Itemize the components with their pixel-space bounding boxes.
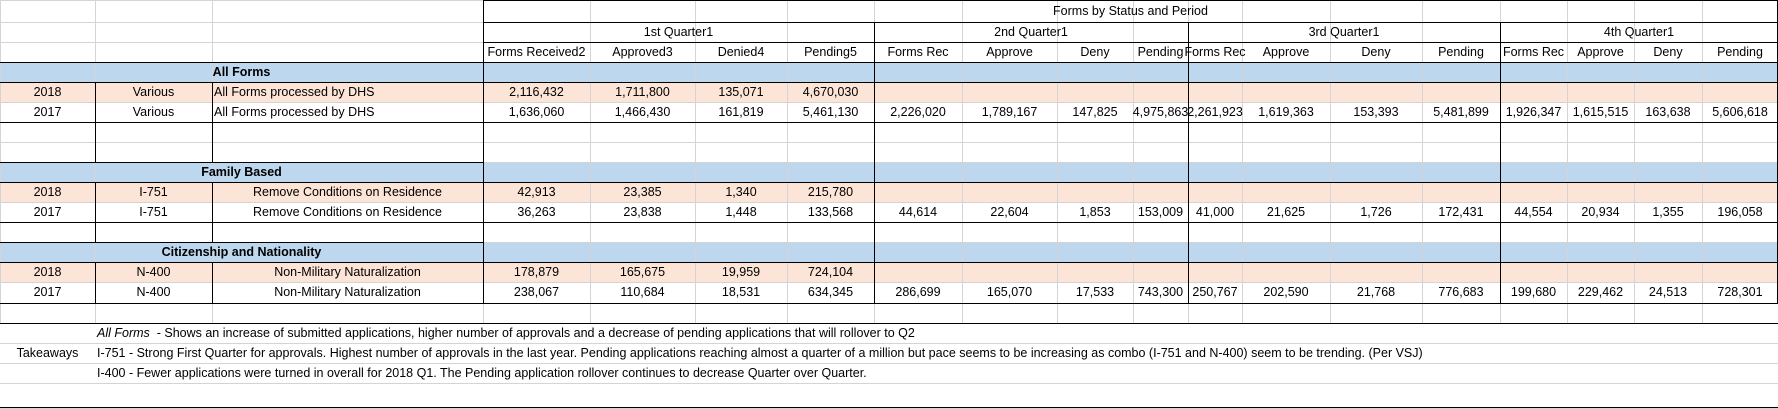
section-title[interactable]: All Forms bbox=[212, 64, 271, 79]
border-line bbox=[212, 222, 213, 242]
gridline bbox=[0, 142, 1778, 143]
value-cell[interactable]: 2,116,432 bbox=[509, 84, 564, 99]
value-cell[interactable]: 199,680 bbox=[1510, 285, 1557, 300]
value-cell[interactable]: 133,568 bbox=[807, 204, 854, 219]
value-cell[interactable]: 17,533 bbox=[1075, 285, 1115, 300]
value-cell[interactable]: 776,683 bbox=[1438, 285, 1484, 300]
value-cell[interactable] bbox=[1057, 82, 1133, 102]
value-cell[interactable] bbox=[1133, 182, 1188, 202]
quarter-header[interactable]: 1st Quarter1 bbox=[643, 24, 714, 39]
value-cell[interactable] bbox=[1567, 182, 1634, 202]
value-cell[interactable]: 153,393 bbox=[1353, 104, 1399, 119]
description-cell[interactable]: All Forms processed by DHS bbox=[214, 84, 375, 99]
column-header[interactable]: Forms Rec bbox=[887, 44, 949, 59]
value-cell[interactable] bbox=[1702, 82, 1778, 102]
form-type-cell[interactable]: I-751 bbox=[139, 184, 168, 199]
year-cell[interactable]: 2018 bbox=[33, 84, 62, 99]
value-cell[interactable]: 1,853 bbox=[1079, 204, 1111, 219]
value-cell[interactable]: 1,789,167 bbox=[981, 104, 1038, 119]
border-line bbox=[95, 222, 96, 242]
value-cell[interactable]: 1,711,800 bbox=[615, 84, 670, 99]
value-cell[interactable]: 202,590 bbox=[1263, 285, 1309, 300]
value-cell[interactable]: 172,431 bbox=[1438, 204, 1484, 219]
value-cell[interactable]: 21,625 bbox=[1266, 204, 1306, 219]
column-header[interactable]: Deny bbox=[1361, 44, 1391, 59]
value-cell[interactable] bbox=[1702, 182, 1778, 202]
description-cell[interactable]: Non-Military Naturalization bbox=[274, 285, 421, 300]
section-title[interactable]: Family Based bbox=[201, 164, 282, 179]
border-line bbox=[0, 303, 1778, 304]
value-cell[interactable]: 153,009 bbox=[1137, 204, 1184, 219]
value-cell[interactable] bbox=[1634, 182, 1702, 202]
value-cell[interactable] bbox=[1330, 182, 1422, 202]
value-cell[interactable] bbox=[874, 182, 962, 202]
value-cell[interactable] bbox=[874, 82, 962, 102]
value-cell[interactable]: 724,104 bbox=[807, 264, 854, 279]
value-cell[interactable]: 4,975,863 bbox=[1132, 104, 1189, 119]
column-header[interactable]: Pending bbox=[1717, 44, 1763, 59]
border-line bbox=[0, 122, 1778, 123]
value-cell[interactable]: 1,466,430 bbox=[614, 104, 671, 119]
column-header[interactable]: Denied4 bbox=[717, 44, 765, 59]
column-header[interactable]: Approved3 bbox=[612, 44, 673, 59]
quarter-header[interactable]: 4th Quarter1 bbox=[1603, 24, 1675, 39]
value-cell[interactable] bbox=[1330, 82, 1422, 102]
value-cell[interactable] bbox=[1500, 82, 1567, 102]
value-cell[interactable] bbox=[1188, 262, 1242, 282]
value-cell[interactable]: 110,684 bbox=[620, 285, 665, 300]
year-cell[interactable]: 2017 bbox=[33, 204, 62, 219]
gridline bbox=[0, 383, 1778, 384]
value-cell[interactable]: 21,768 bbox=[1356, 285, 1396, 300]
border-line bbox=[0, 222, 1778, 223]
border-line bbox=[1188, 22, 1189, 303]
form-type-cell[interactable]: Various bbox=[132, 84, 175, 99]
value-cell[interactable] bbox=[874, 262, 962, 282]
value-cell[interactable]: 42,913 bbox=[517, 184, 556, 199]
value-cell[interactable]: 165,070 bbox=[986, 285, 1033, 300]
value-cell[interactable] bbox=[1330, 262, 1422, 282]
description-cell[interactable]: Non-Military Naturalization bbox=[274, 264, 421, 279]
value-cell[interactable] bbox=[962, 82, 1057, 102]
value-cell[interactable] bbox=[1242, 262, 1330, 282]
quarter-header[interactable]: 2nd Quarter1 bbox=[994, 24, 1068, 39]
value-cell[interactable] bbox=[1422, 182, 1500, 202]
column-header[interactable]: Forms Rec bbox=[1184, 44, 1246, 59]
column-header[interactable]: Approve bbox=[1262, 44, 1310, 59]
year-cell[interactable]: 2017 bbox=[33, 285, 62, 300]
value-cell[interactable] bbox=[1634, 82, 1702, 102]
takeaways-label[interactable]: Takeaways bbox=[16, 345, 79, 360]
table-title[interactable]: Forms by Status and Period bbox=[1053, 3, 1208, 18]
value-cell[interactable] bbox=[1133, 82, 1188, 102]
border-line bbox=[874, 22, 875, 303]
value-cell[interactable] bbox=[1567, 82, 1634, 102]
value-cell[interactable]: 728,301 bbox=[1717, 285, 1763, 300]
value-cell[interactable]: 743,300 bbox=[1137, 285, 1184, 300]
value-cell[interactable]: 1,340 bbox=[725, 184, 757, 199]
form-type-cell[interactable]: I-751 bbox=[139, 204, 168, 219]
year-cell[interactable]: 2017 bbox=[33, 104, 62, 119]
value-cell[interactable]: 196,058 bbox=[1717, 204, 1763, 219]
value-cell[interactable] bbox=[1422, 262, 1500, 282]
column-header[interactable]: Approve bbox=[1577, 44, 1624, 59]
value-cell[interactable] bbox=[1242, 182, 1330, 202]
value-cell[interactable]: 20,934 bbox=[1581, 204, 1620, 219]
value-cell[interactable]: 147,825 bbox=[1072, 104, 1118, 119]
value-cell[interactable] bbox=[1500, 182, 1567, 202]
value-cell[interactable]: 19,959 bbox=[721, 264, 761, 279]
value-cell[interactable]: 2,226,020 bbox=[890, 104, 946, 119]
value-cell[interactable] bbox=[1133, 262, 1188, 282]
column-header[interactable]: Forms Received2 bbox=[487, 44, 586, 59]
quarter-header[interactable]: 3rd Quarter1 bbox=[1308, 24, 1380, 39]
value-cell[interactable] bbox=[1188, 82, 1242, 102]
value-cell[interactable]: 1,448 bbox=[725, 204, 757, 219]
description-cell[interactable]: All Forms processed by DHS bbox=[214, 104, 375, 119]
value-cell[interactable]: 1,355 bbox=[1652, 204, 1684, 219]
border-line bbox=[95, 122, 96, 162]
column-header[interactable]: Pending bbox=[1137, 44, 1184, 59]
value-cell[interactable]: 5,606,618 bbox=[1712, 104, 1768, 119]
takeaway-text: - Shows an increase of submitted applications, higher number of approvals and a decrease of pending applications that will rollover to Q2 bbox=[149, 325, 915, 340]
description-cell[interactable]: Remove Conditions on Residence bbox=[253, 204, 442, 219]
value-cell[interactable]: 18,531 bbox=[721, 285, 761, 300]
value-cell[interactable]: 1,615,515 bbox=[1572, 104, 1629, 119]
value-cell[interactable]: 135,071 bbox=[718, 84, 764, 99]
takeaway-line[interactable] bbox=[95, 323, 1778, 343]
value-cell[interactable]: 5,481,899 bbox=[1433, 104, 1489, 119]
value-cell[interactable]: 163,638 bbox=[1645, 104, 1691, 119]
value-cell[interactable]: 5,461,130 bbox=[802, 104, 859, 119]
value-cell[interactable] bbox=[1422, 82, 1500, 102]
column-header[interactable]: Approve bbox=[986, 44, 1033, 59]
value-cell[interactable]: 24,513 bbox=[1648, 285, 1688, 300]
value-cell[interactable] bbox=[1702, 262, 1778, 282]
value-cell[interactable] bbox=[962, 182, 1057, 202]
form-type-cell[interactable]: Various bbox=[132, 104, 175, 119]
value-cell[interactable]: 23,385 bbox=[623, 184, 662, 199]
value-cell[interactable] bbox=[962, 262, 1057, 282]
takeaway-line[interactable]: I-751 - Strong First Quarter for approvals. Highest number of approvals in the last year. Pending applications reaching almost a quarter of a million but pace seems to be increasing as combo (I-751 and N-400) seem to be trending. (Per VSJ) bbox=[97, 345, 1423, 360]
value-cell[interactable] bbox=[1188, 182, 1242, 202]
column-header[interactable]: Pending bbox=[1438, 44, 1484, 59]
column-header[interactable]: Deny bbox=[1080, 44, 1110, 59]
value-cell[interactable]: 238,067 bbox=[513, 285, 560, 300]
value-cell[interactable] bbox=[1634, 262, 1702, 282]
value-cell[interactable] bbox=[1567, 262, 1634, 282]
column-header[interactable]: Pending5 bbox=[804, 44, 857, 59]
year-cell[interactable]: 2018 bbox=[33, 184, 62, 199]
form-type-cell[interactable]: N-400 bbox=[136, 285, 171, 300]
border-line bbox=[212, 122, 213, 162]
value-cell[interactable]: 215,780 bbox=[807, 184, 854, 199]
value-cell[interactable]: 250,767 bbox=[1192, 285, 1238, 300]
column-header[interactable]: Deny bbox=[1653, 44, 1683, 59]
value-cell[interactable]: 44,554 bbox=[1514, 204, 1553, 219]
value-cell[interactable]: 44,614 bbox=[898, 204, 938, 219]
value-cell[interactable]: 22,604 bbox=[990, 204, 1029, 219]
value-cell[interactable]: 41,000 bbox=[1195, 204, 1235, 219]
value-cell[interactable]: 36,263 bbox=[517, 204, 556, 219]
value-cell[interactable] bbox=[1057, 262, 1133, 282]
value-cell[interactable]: 2,261,923 bbox=[1187, 104, 1243, 119]
form-type-cell[interactable]: N-400 bbox=[136, 264, 171, 279]
value-cell[interactable]: 161,819 bbox=[718, 104, 764, 119]
value-cell[interactable]: 23,838 bbox=[623, 204, 662, 219]
value-cell[interactable]: 165,675 bbox=[619, 264, 666, 279]
border-line bbox=[1500, 22, 1501, 303]
value-cell[interactable] bbox=[1500, 262, 1567, 282]
takeaway-prefix: All Forms bbox=[97, 325, 150, 340]
section-title[interactable]: Citizenship and Nationality bbox=[161, 244, 322, 259]
column-header[interactable]: Forms Rec bbox=[1502, 44, 1565, 59]
value-cell[interactable]: 634,345 bbox=[807, 285, 854, 300]
value-cell[interactable]: 4,670,030 bbox=[802, 84, 859, 99]
value-cell[interactable]: 229,462 bbox=[1577, 285, 1624, 300]
value-cell[interactable] bbox=[1057, 182, 1133, 202]
year-cell[interactable]: 2018 bbox=[33, 264, 62, 279]
value-cell[interactable]: 286,699 bbox=[895, 285, 941, 300]
value-cell[interactable]: 1,926,347 bbox=[1505, 104, 1562, 119]
value-cell[interactable] bbox=[1242, 82, 1330, 102]
value-cell[interactable]: 1,636,060 bbox=[508, 104, 565, 119]
value-cell[interactable]: 1,726 bbox=[1360, 204, 1392, 219]
value-cell[interactable]: 178,879 bbox=[513, 264, 560, 279]
description-cell[interactable]: Remove Conditions on Residence bbox=[253, 184, 442, 199]
value-cell[interactable]: 1,619,363 bbox=[1258, 104, 1314, 119]
takeaway-line[interactable]: I-400 - Fewer applications were turned in overall for 2018 Q1. The Pending application rollover continues to decrease Quarter over Quarter. bbox=[97, 365, 867, 380]
